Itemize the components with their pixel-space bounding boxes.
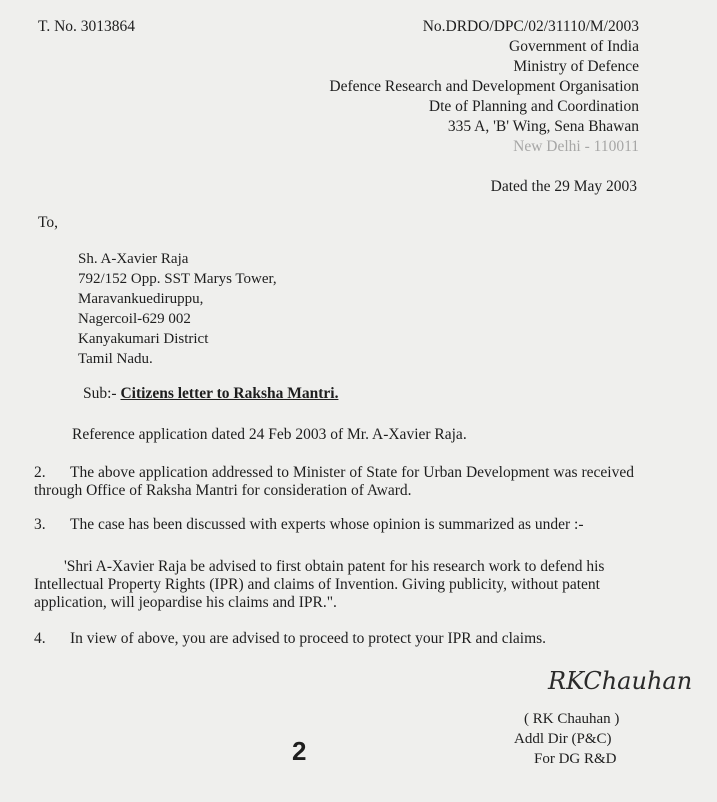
paragraph-number: 3. (34, 516, 46, 533)
header-ministry: Ministry of Defence (513, 58, 639, 75)
address-line: 792/152 Opp. SST Marys Tower, (78, 271, 277, 287)
signatory-name: ( RK Chauhan ) (524, 711, 620, 727)
signatory-title: Addl Dir (P&C) (514, 731, 612, 747)
signatory-for: For DG R&D (534, 751, 617, 767)
header-organisation: Defence Research and Development Organisation (329, 78, 639, 95)
page-number: 2 (292, 736, 307, 766)
subject-text: Citizens letter to Raksha Mantri. (120, 385, 339, 402)
address-line: Nagercoil-629 002 (78, 311, 191, 327)
address-line: Kanyakumari District (78, 331, 209, 347)
paragraph-number: 2. (34, 464, 46, 481)
paragraph-text: In view of above, you are advised to proceed to protect your IPR and claims. (70, 630, 547, 647)
expert-opinion-quote: 'Shri A-Xavier Raja be advised to first obtain patent for his research work to defend his Intellectual Property Rights (IPR) and claims of Invention. Giving publicity, without patent application, will jeopardise his claims and IPR.". (34, 558, 605, 611)
header-directorate: Dte of Planning and Coordination (428, 98, 639, 115)
paragraph-4 (34, 630, 634, 648)
paragraph-text: The case has been discussed with experts whose opinion is summarized as under :- (70, 516, 584, 533)
subject-line (83, 385, 338, 403)
reference-line: Reference application dated 24 Feb 2003 of Mr. A-Xavier Raja. (72, 426, 467, 443)
header-city: New Delhi - 110011 (513, 138, 639, 155)
subject-label: Sub:- (83, 385, 117, 402)
paragraph-number: 4. (34, 630, 46, 647)
paragraph-3 (34, 516, 634, 534)
telephone-number: T. No. 3013864 (38, 18, 136, 35)
salutation-to: To, (38, 214, 59, 231)
address-line: Tamil Nadu. (78, 351, 153, 367)
reference-number: No.DRDO/DPC/02/31110/M/2003 (422, 18, 639, 35)
header-government: Government of India (509, 38, 639, 55)
letter-date: Dated the 29 May 2003 (490, 178, 637, 195)
handwritten-signature: RKChauhan (548, 667, 693, 695)
header-address: 335 A, 'B' Wing, Sena Bhawan (447, 118, 639, 135)
paragraph-text: The above application addressed to Minister of State for Urban Development was received through Office of Raksha Mantri for consideration of Award. (34, 464, 634, 499)
address-line: Maravankuediruppu, (78, 291, 204, 307)
paragraph-2 (34, 464, 634, 500)
address-line: Sh. A-Xavier Raja (78, 251, 189, 267)
